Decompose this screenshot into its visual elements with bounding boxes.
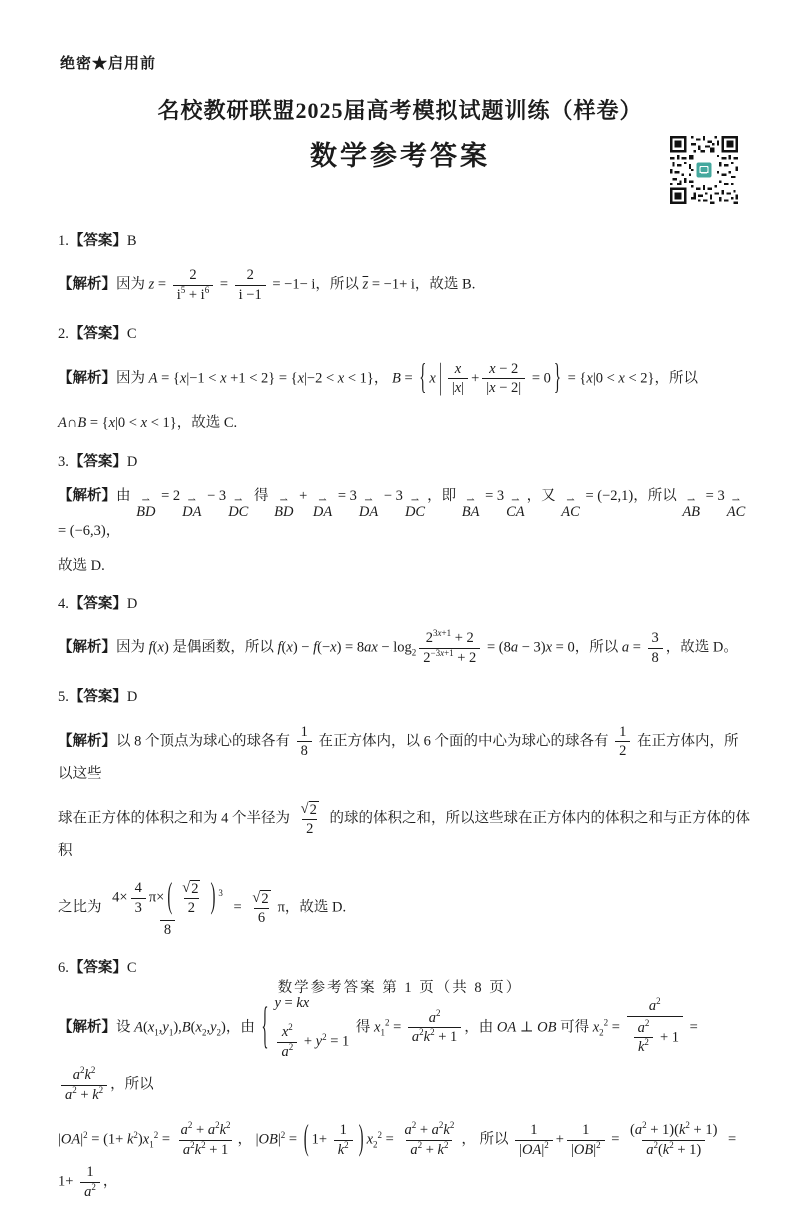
answer-3: 3.【答案】D xyxy=(58,453,138,470)
vector-BA: ⇀ BA xyxy=(461,495,480,521)
doc-title: 名校教研联盟2025届高考模拟试题训练（样卷） xyxy=(157,98,643,123)
solution-6-line-2: $|OA|^2 = (1+ k^2)x_1^2$ = $\frac{a^2 + a^2k^2}{a^2k^2 + 1}$ ， $|OB|^2$ = ( 1+ $\frac{1}{k^2}$ ) $x_2^2$ = $\frac{a^2 + a^2k^2}{a^2 + k^2}$ ， 所以 $\frac{1}{|OA|^2}$ + $\frac{1}{|OB|^2}$ = $\frac{(a^2 + 1)(k^2 + 1)}{a^2(k^2 + 1)}$ = 1+ $\frac{1}{a^2}$ ， xyxy=(58,1119,737,1201)
answer-2: 2.【答案】C xyxy=(58,326,137,343)
qr-code-icon xyxy=(670,136,738,204)
vector-AC: ⇀ AC xyxy=(561,495,580,521)
solution-2-line-2: A∩B = {x|0 < x < 1}，故选 C. xyxy=(58,415,238,432)
vector-DA: ⇀ DA xyxy=(312,495,333,521)
vector-DC: ⇀ DC xyxy=(228,495,249,521)
doc-subtitle: 数学参考答案 xyxy=(310,141,490,171)
vector-DC: ⇀ DC xyxy=(404,495,426,521)
vector-BD: ⇀ BD xyxy=(136,495,156,521)
vector-CA: ⇀ CA xyxy=(506,495,525,521)
solution-3-line-2: 故选 D. xyxy=(58,557,105,574)
answer-6: 6.【答案】C xyxy=(58,960,137,977)
vector-DA: ⇀ DA xyxy=(182,495,202,521)
answer-1: 1.【答案】B xyxy=(58,233,137,249)
solution-5-line-1: 【解析】以 8 个顶点为球心的球各有 $\frac{1}{8}$ 在正方体内，以 6 个面的中心为球心的球各有 $\frac{1}{2}$ 在正方体内，所以这些 xyxy=(58,723,739,783)
classification-banner: 绝密★启用前 xyxy=(60,56,157,72)
solution-4: 【解析】因为 f(x) 是偶函数，所以 $f(x) - f(-x) = 8ax - \log_2$ $\frac{2^{3x+1} + 2}{2^{-3x+1} + 2}$ = (8a − 3)x = 0，所以 a = $\frac{3}{8}$ ，故选 D。 xyxy=(58,628,738,667)
vector-DA: ⇀ DA xyxy=(358,495,379,521)
solution-3-line-1: 【解析】由 ⇀ BD = 2 ⇀ DA − 3 ⇀ DC 得 ⇀ BD + ⇀ DA = 3 ⇀ DA − 3 ⇀ DC ，即 ⇀ BA = 3 ⇀ CA ，又 ⇀ AC = (−2,1)，所以 ⇀ AB = 3 ⇀ AC = (−6,3)， xyxy=(58,488,746,540)
answer-5: 5.【答案】D xyxy=(58,689,138,706)
solution-5-line-2: 球在正方体的体积之和为 4 个半径为 √ 2 2 的球的体积之和，所以这些球在正方体内的体积之和与正方体的体积 xyxy=(58,800,750,860)
answers-section xyxy=(58,214,750,1216)
vector-BD: ⇀ BD xyxy=(274,495,294,521)
solution-2-line-1: 【解析】因为 A = {x|−1 < x +1 < 2} = {x|−2 < x < 1}， B = { x | $\frac{x}{|x|}$ + $\frac{x - 2}{|x - 2|}$ = 0 } = {x|0 < x < 2}，所以 xyxy=(58,358,698,398)
solution-5-line-3: 之比为 4× $\frac{4}{3}$ π× ( √ 2 2 ) $^3$ 8 = √ 2 6 π，故选 D. xyxy=(58,877,347,938)
vector-AC: ⇀ AC xyxy=(726,495,746,521)
vector-AB: ⇀ AB xyxy=(682,495,701,521)
page-footer: 数学参考答案 第 1 页（共 8 页） xyxy=(277,980,523,996)
solution-1: 【解析】因为 z = $\frac{2}{i^5 + i^6}$ = $\frac{2}{i -1}$ = −1− i，所以 $\overline{z} = -1+ i$，故选 B. xyxy=(58,267,476,304)
answer-4: 4.【答案】D xyxy=(58,595,138,612)
solution-6-line-1: 【解析】设 $A(x_1,y_1),B(x_2,y_2)$，由 { y = kx $\frac{x^2}{a^2}$ + $y^2 = 1$ 得 $x_1^2$ = $\frac{a^2}{a^2k^2 + 1}$ ，由 OA ⊥ OB 可得 $x_2^2$ = $a^2$ $\frac{a^2}{k^2}$ + 1 = $\frac{a^2k^2}{a^2 + k^2}$ ，所以 xyxy=(58,994,698,1103)
